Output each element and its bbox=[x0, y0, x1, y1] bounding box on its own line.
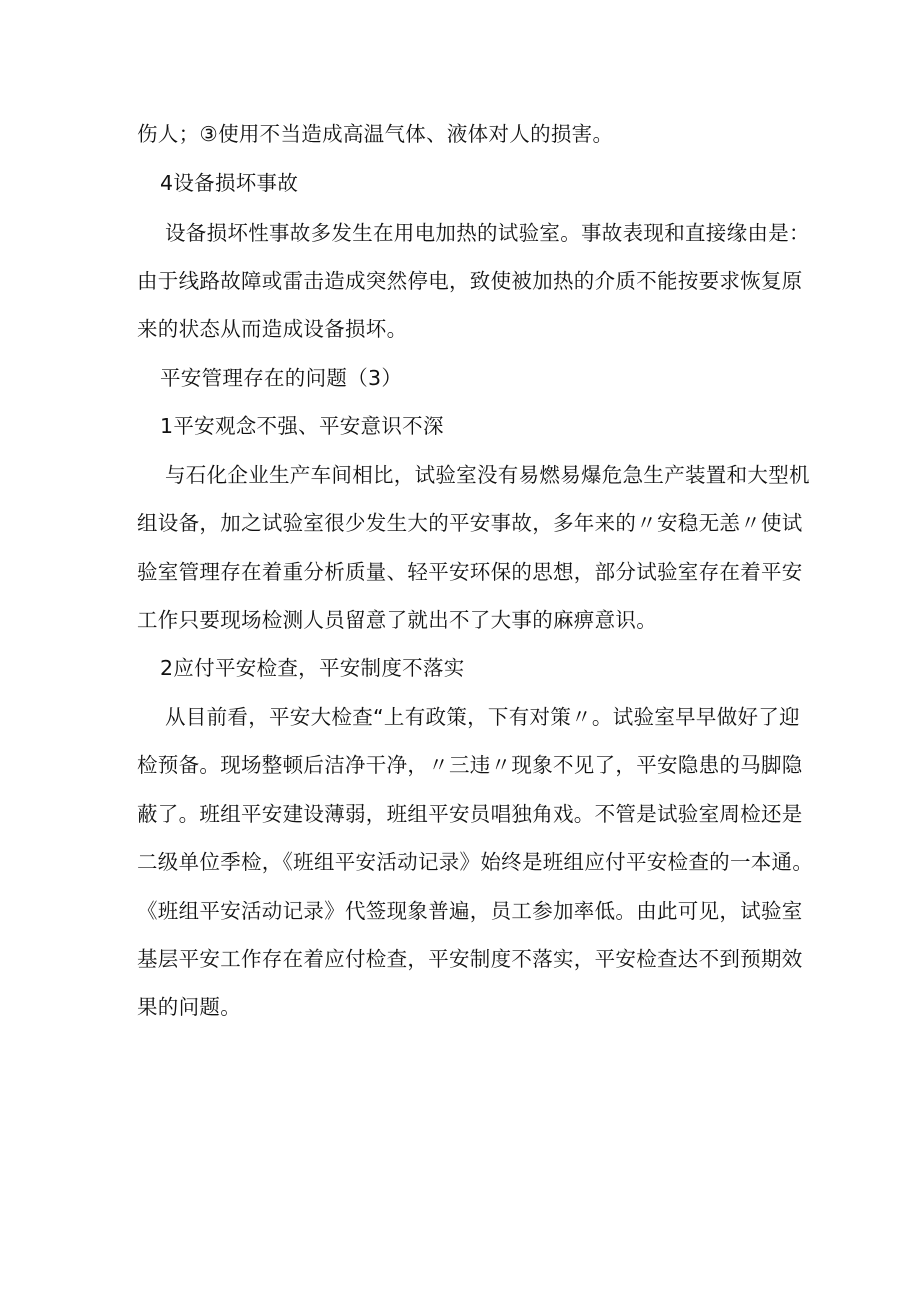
paragraph-line-14: 检预备。现场整顿后洁净干净，〃三违〃现象不见了，平安隐患的马脚隐 bbox=[137, 753, 803, 777]
paragraph-line-13: 从目前看，平安大检查“上有政策，下有对策〃。试验室早早做好了迎 bbox=[165, 705, 800, 729]
paragraph-line-3: 设备损坏性事故多发生在用电加热的试验室。事故表现和直接缘由是： bbox=[165, 221, 810, 245]
paragraph-line-15: 蔽了。班组平安建设薄弱，班组平安员唱独角戏。不管是试验室周检还是 bbox=[137, 802, 803, 826]
paragraph-line-4: 由于线路故障或雷击造成突然停电，致使被加热的介质不能按要求恢复原 bbox=[137, 269, 803, 293]
paragraph-line-5: 来的状态从而造成设备损坏。 bbox=[137, 317, 408, 341]
paragraph-line-10: 验室管理存在着重分析质量、轻平安环保的思想，部分试验室存在着平安 bbox=[137, 560, 803, 584]
paragraph-line-11: 工作只要现场检测人员留意了就出不了大事的麻痹意识。 bbox=[137, 608, 657, 632]
subheading-safety-awareness: 1平安观念不强、平安意识不深 bbox=[160, 414, 444, 438]
section-heading-safety-issues: 平安管理存在的问题（3） bbox=[160, 366, 403, 390]
paragraph-line-16: 二级单位季检，《班组平安活动记录》始终是班组应付平安检查的一本通。 bbox=[137, 850, 814, 874]
paragraph-line-19: 果的问题。 bbox=[137, 995, 241, 1019]
paragraph-line-8: 与石化企业生产车间相比，试验室没有易燃易爆危急生产装置和大型机 bbox=[165, 463, 810, 487]
paragraph-line-1: 伤人；③使用不当造成高温气体、液体对人的损害。 bbox=[137, 122, 614, 146]
section-heading-equipment-damage: 4设备损坏事故 bbox=[160, 171, 299, 195]
subheading-inspection: 2应付平安检查，平安制度不落实 bbox=[160, 656, 465, 680]
paragraph-line-18: 基层平安工作存在着应付检查，平安制度不落实，平安检查达不到预期效 bbox=[137, 947, 803, 971]
paragraph-line-9: 组设备，加之试验室很少发生大的平安事故，多年来的〃安稳无恙〃使试 bbox=[137, 511, 803, 535]
paragraph-line-17: 《班组平安活动记录》代签现象普遍，员工参加率低。由此可见，试验室 bbox=[137, 899, 803, 923]
